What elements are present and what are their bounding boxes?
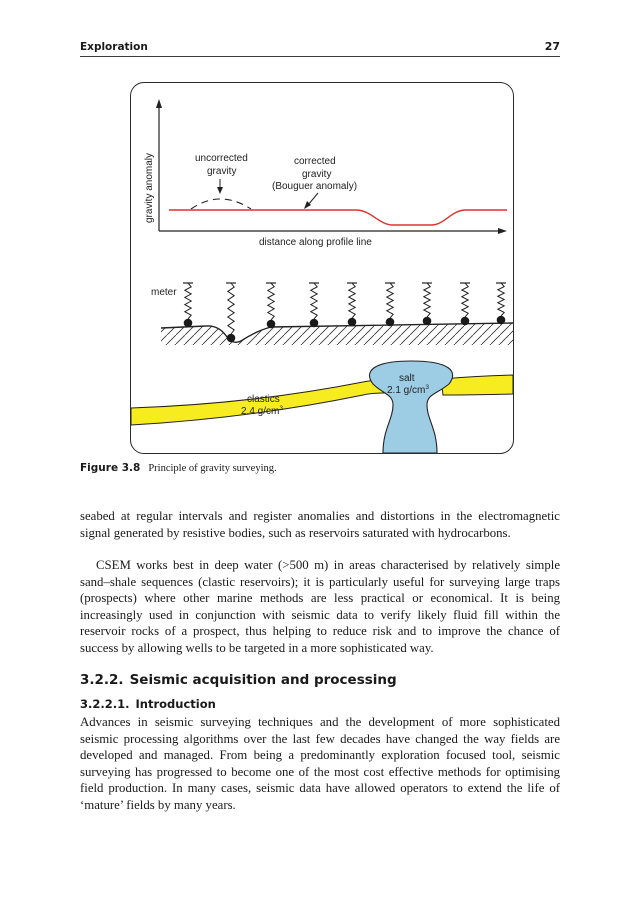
x-axis-label: distance along profile line [259, 237, 372, 248]
figure-caption-text: Principle of gravity surveying. [148, 463, 277, 474]
section-number: 3.2.2. [80, 672, 124, 688]
uncorrected-gravity-curve [191, 199, 251, 209]
gravity-meter [309, 283, 319, 327]
corrected-label-1: corrected [294, 156, 336, 167]
seabed-hatching [161, 321, 513, 347]
gravity-meter [347, 283, 357, 326]
running-head-section: Exploration [80, 41, 148, 53]
clastics-label: clastics [247, 394, 280, 405]
figure-gravity-surveying [130, 82, 514, 454]
running-head [80, 40, 560, 57]
gravity-meter [496, 283, 506, 324]
corrected-label-3: (Bouguer anomaly) [272, 181, 358, 192]
x-axis-arrowhead [498, 228, 507, 234]
uncorrected-arrowhead [217, 187, 223, 194]
subsection-heading [80, 697, 216, 711]
corrected-arrow [308, 193, 318, 205]
gravity-meter [266, 283, 276, 328]
subsection-title: Introduction [135, 697, 216, 711]
section-heading [80, 672, 397, 688]
gravity-meter [460, 283, 470, 325]
salt-label: salt [399, 373, 415, 384]
gravity-meter [183, 283, 193, 327]
gravity-meter [422, 283, 432, 325]
gravity-diagram [131, 83, 513, 453]
clastics-density: 2.4 $g/cm^3$ [241, 405, 283, 417]
uncorrected-label-1: uncorrected [195, 153, 248, 164]
gravity-meter [226, 283, 236, 342]
section-title: Seismic acquisition and processing [129, 672, 397, 688]
intro-paragraph: Advances in seismic surveying techniques and the development of more sophisticated seismic processing algorithms over the last few decades have changed the way fields are developed and managed. From being a predominantly exploration focused tool, seismic surveying has progressed to become one of the most cost effective methods for optimising field production. In many cases, seismic data have allowed operators to extend the life of ‘mature’ fields by many years. [80, 715, 560, 812]
subsection-number: 3.2.2.1. [80, 697, 130, 711]
page-number: 27 [544, 40, 560, 53]
paragraph-2: CSEM works best in deep water (>500 m) in areas characterised by relatively simple sand–shale sequences (clastic reservoirs); it is particularly useful for surveying large traps (prospects) where other marine methods are less practical or economical. It is being increasingly used in conjunction with seismic data to verify likely fluid fill within the reservoir rocks of a prospect, thus helping to reduce risk and to improve the chance of success by allowing wells to be targeted in a more sophisticated way. [80, 558, 560, 655]
uncorrected-label-2: gravity [207, 166, 237, 177]
corrected-label-2: gravity [302, 169, 332, 180]
gravity-meter [385, 283, 395, 326]
salt-density: 2.1 $g/cm^3$ [387, 384, 429, 396]
figure-number: Figure 3.8 [80, 462, 141, 474]
meter-label: meter [151, 287, 177, 298]
y-axis-label: gravity anomaly [144, 152, 155, 223]
figure-caption [80, 462, 560, 474]
y-axis-arrowhead [156, 99, 162, 108]
paragraph-1: seabed at regular intervals and register anomalies and distortions in the electromagnetic signal generated by resistive bodies, such as reservoirs saturated with hydrocarbons. [80, 509, 560, 540]
corrected-gravity-curve [169, 210, 507, 225]
